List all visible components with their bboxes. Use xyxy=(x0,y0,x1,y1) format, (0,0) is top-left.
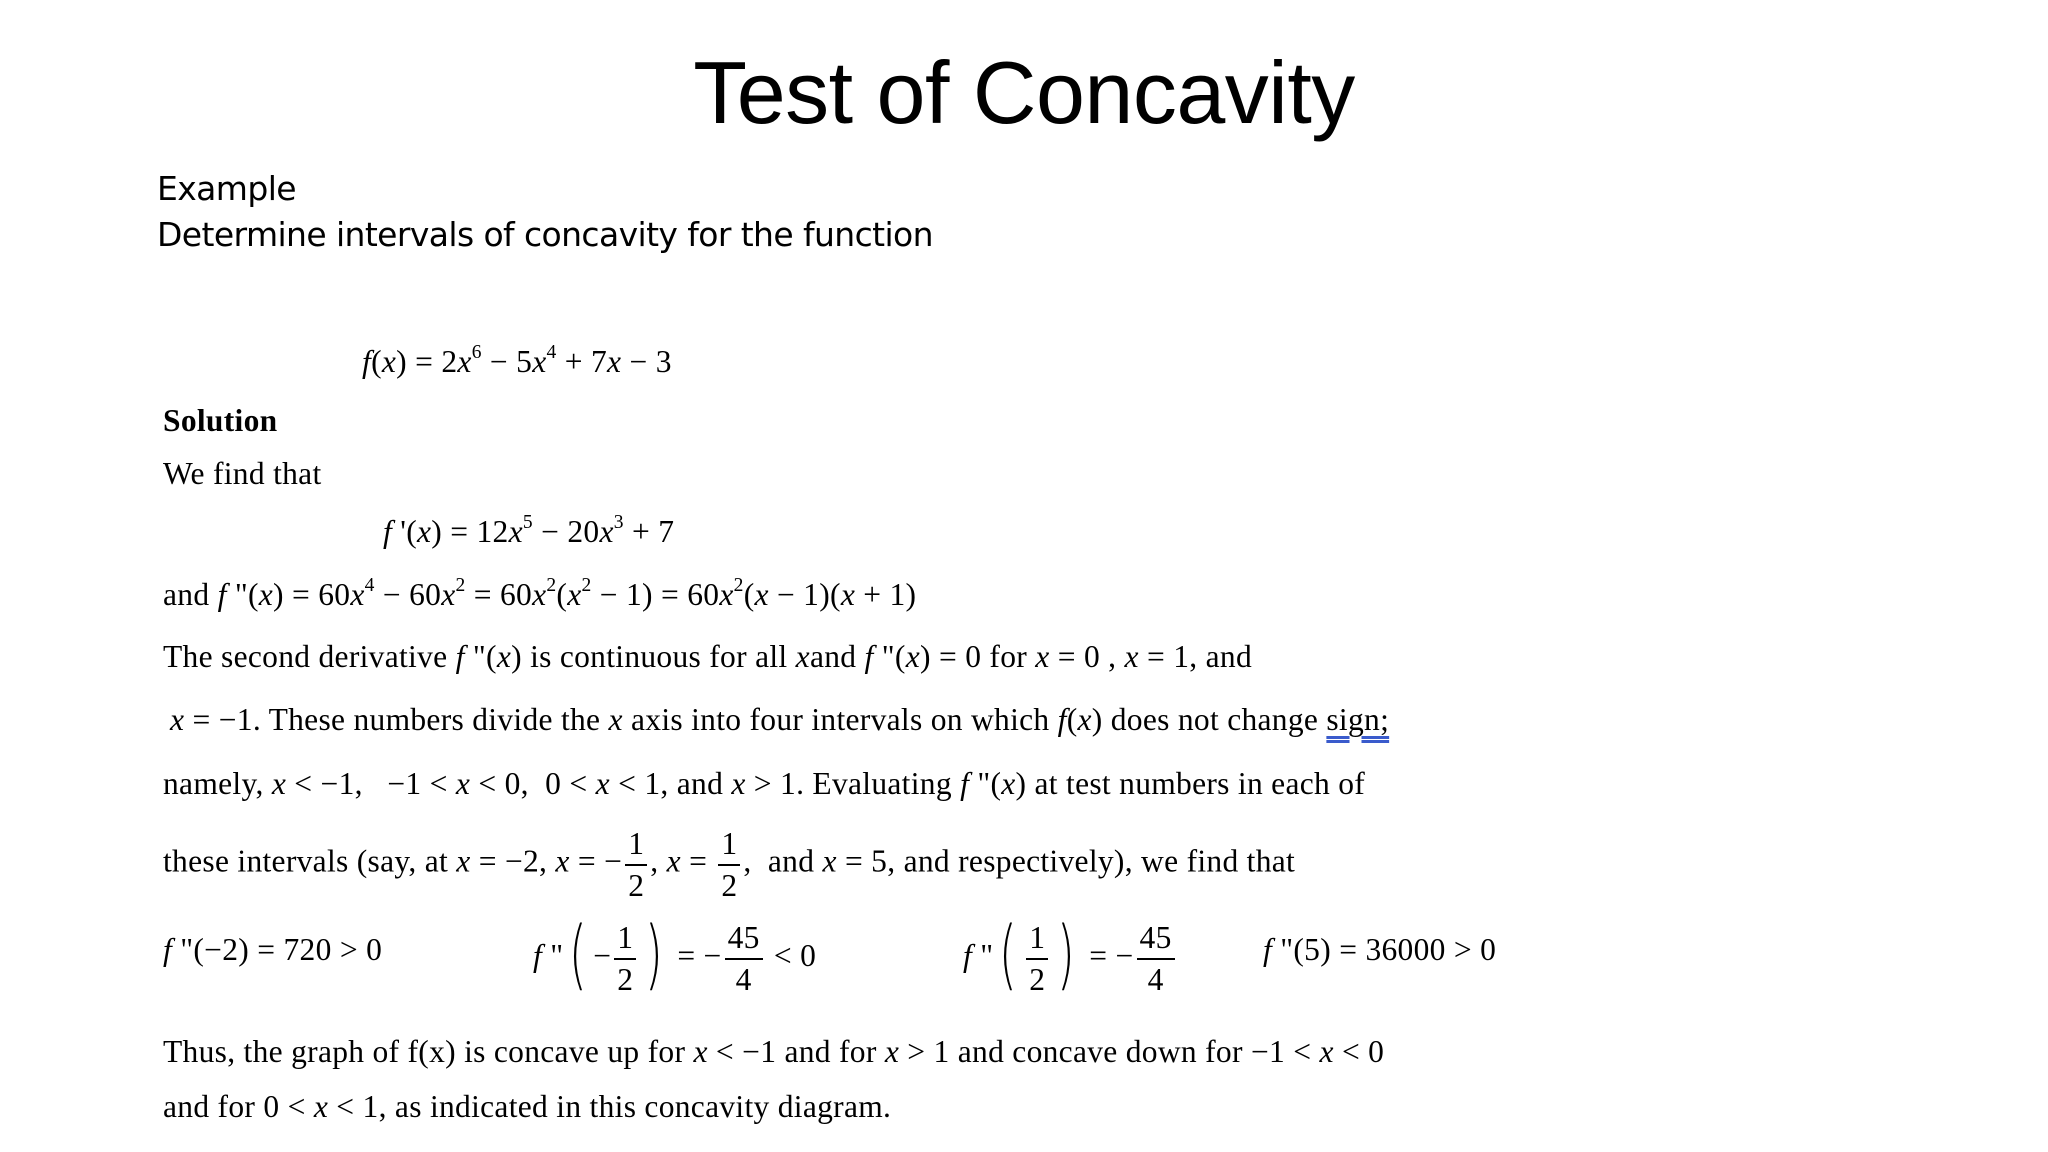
text-respectively: , and respectively), we find that xyxy=(887,843,1296,879)
and-label: and xyxy=(163,577,210,612)
slide-title: Test of Concavity xyxy=(693,43,1355,142)
conclusion-line-1: Thus, the graph of f(x) is concave up for x < −1 and for x > 1 and concave down for −1 < x < 0 xyxy=(163,1034,1385,1069)
function-definition: $f(x) = 2x^6 - 5x^4 + 7x - 3$ xyxy=(362,341,672,379)
text-second-derivative: The second derivative xyxy=(163,639,448,674)
text-evaluating: . Evaluating xyxy=(796,766,952,801)
text-and-for: and for xyxy=(784,1034,877,1069)
text-and-x: and xyxy=(676,766,724,801)
text-does-not-change: does not change xyxy=(1110,702,1319,737)
text-axis-intervals: axis into four intervals on which xyxy=(631,702,1050,737)
fraction-one-half: $\frac{1}{2}$ xyxy=(625,828,647,901)
text-and-x5: and xyxy=(767,843,815,879)
text-sign: sign; xyxy=(1326,702,1390,737)
text-namely: namely, xyxy=(163,766,264,801)
intervals-line: namely, x < −1, −1 < x < 0, 0 < x < 1, and x > 1. Evaluating f "(x) at test numbers in each of xyxy=(163,766,1366,801)
text-test-numbers: at test numbers in each of xyxy=(1034,766,1366,801)
text-these-intervals: these intervals (say, at xyxy=(163,843,449,879)
text-and: and xyxy=(809,639,857,674)
first-derivative: f '$(x) = 12x^5 - 20x^3 + 7$ xyxy=(383,511,675,549)
fraction-one-half: $\frac{1}{2}$ xyxy=(718,828,740,901)
text-is-continuous: is continuous for all xyxy=(530,639,788,674)
text-concave-down: and concave down for xyxy=(957,1034,1243,1069)
second-derivative-line: and f "$(x) = 60x^4 - 60x^2 = 60x^2(x^2 - 1) = 60x^2(x - 1)(x + 1)$ xyxy=(163,574,917,612)
text-for: for xyxy=(989,639,1028,674)
text-and-for2: and for xyxy=(163,1089,256,1124)
divide-axis-line: x = −1. These numbers divide the x axis into four intervals on which f(x) does not change sign; xyxy=(170,702,1390,737)
text-these-numbers: . These numbers divide the xyxy=(252,702,601,737)
example-label: Example xyxy=(157,169,296,208)
we-find-that-text: We find that xyxy=(163,456,322,491)
intro-text xyxy=(157,166,933,258)
eval-f-5: f "(5) = 36000 > 0 xyxy=(1263,932,1497,967)
solution-heading: Solution xyxy=(163,403,278,438)
eval-f-half: f "( $\frac{1}{2}$ ) = − $\frac{45}{4}$ xyxy=(963,921,1178,997)
text-thus: Thus, the graph of f(x) is concave up for xyxy=(163,1034,686,1069)
text-as-indicated: , as indicated in this concavity diagram. xyxy=(378,1089,892,1124)
text-comma-and: , and xyxy=(1189,639,1253,674)
eval-f-minus-2: f "(−2) = 720 > 0 xyxy=(163,932,383,967)
test-points-line: these intervals (say, at x = −2, x = − $\frac{1}{2}$ , x = $\frac{1}{2}$ , and x = 5, and respectively), we find that xyxy=(163,826,1296,903)
conclusion-line-2: and for 0 < x < 1, as indicated in this concavity diagram. xyxy=(163,1089,892,1124)
eval-f-minus-half: f "( − $\frac{1}{2}$ ) = − $\frac{45}{4}$ < 0 xyxy=(533,910,817,998)
example-prompt: Determine intervals of concavity for the function xyxy=(157,215,933,254)
continuity-line: The second derivative f "(x) is continuous for all xand f "(x) = 0 for x = 0 , x = 1, and xyxy=(163,639,1253,674)
